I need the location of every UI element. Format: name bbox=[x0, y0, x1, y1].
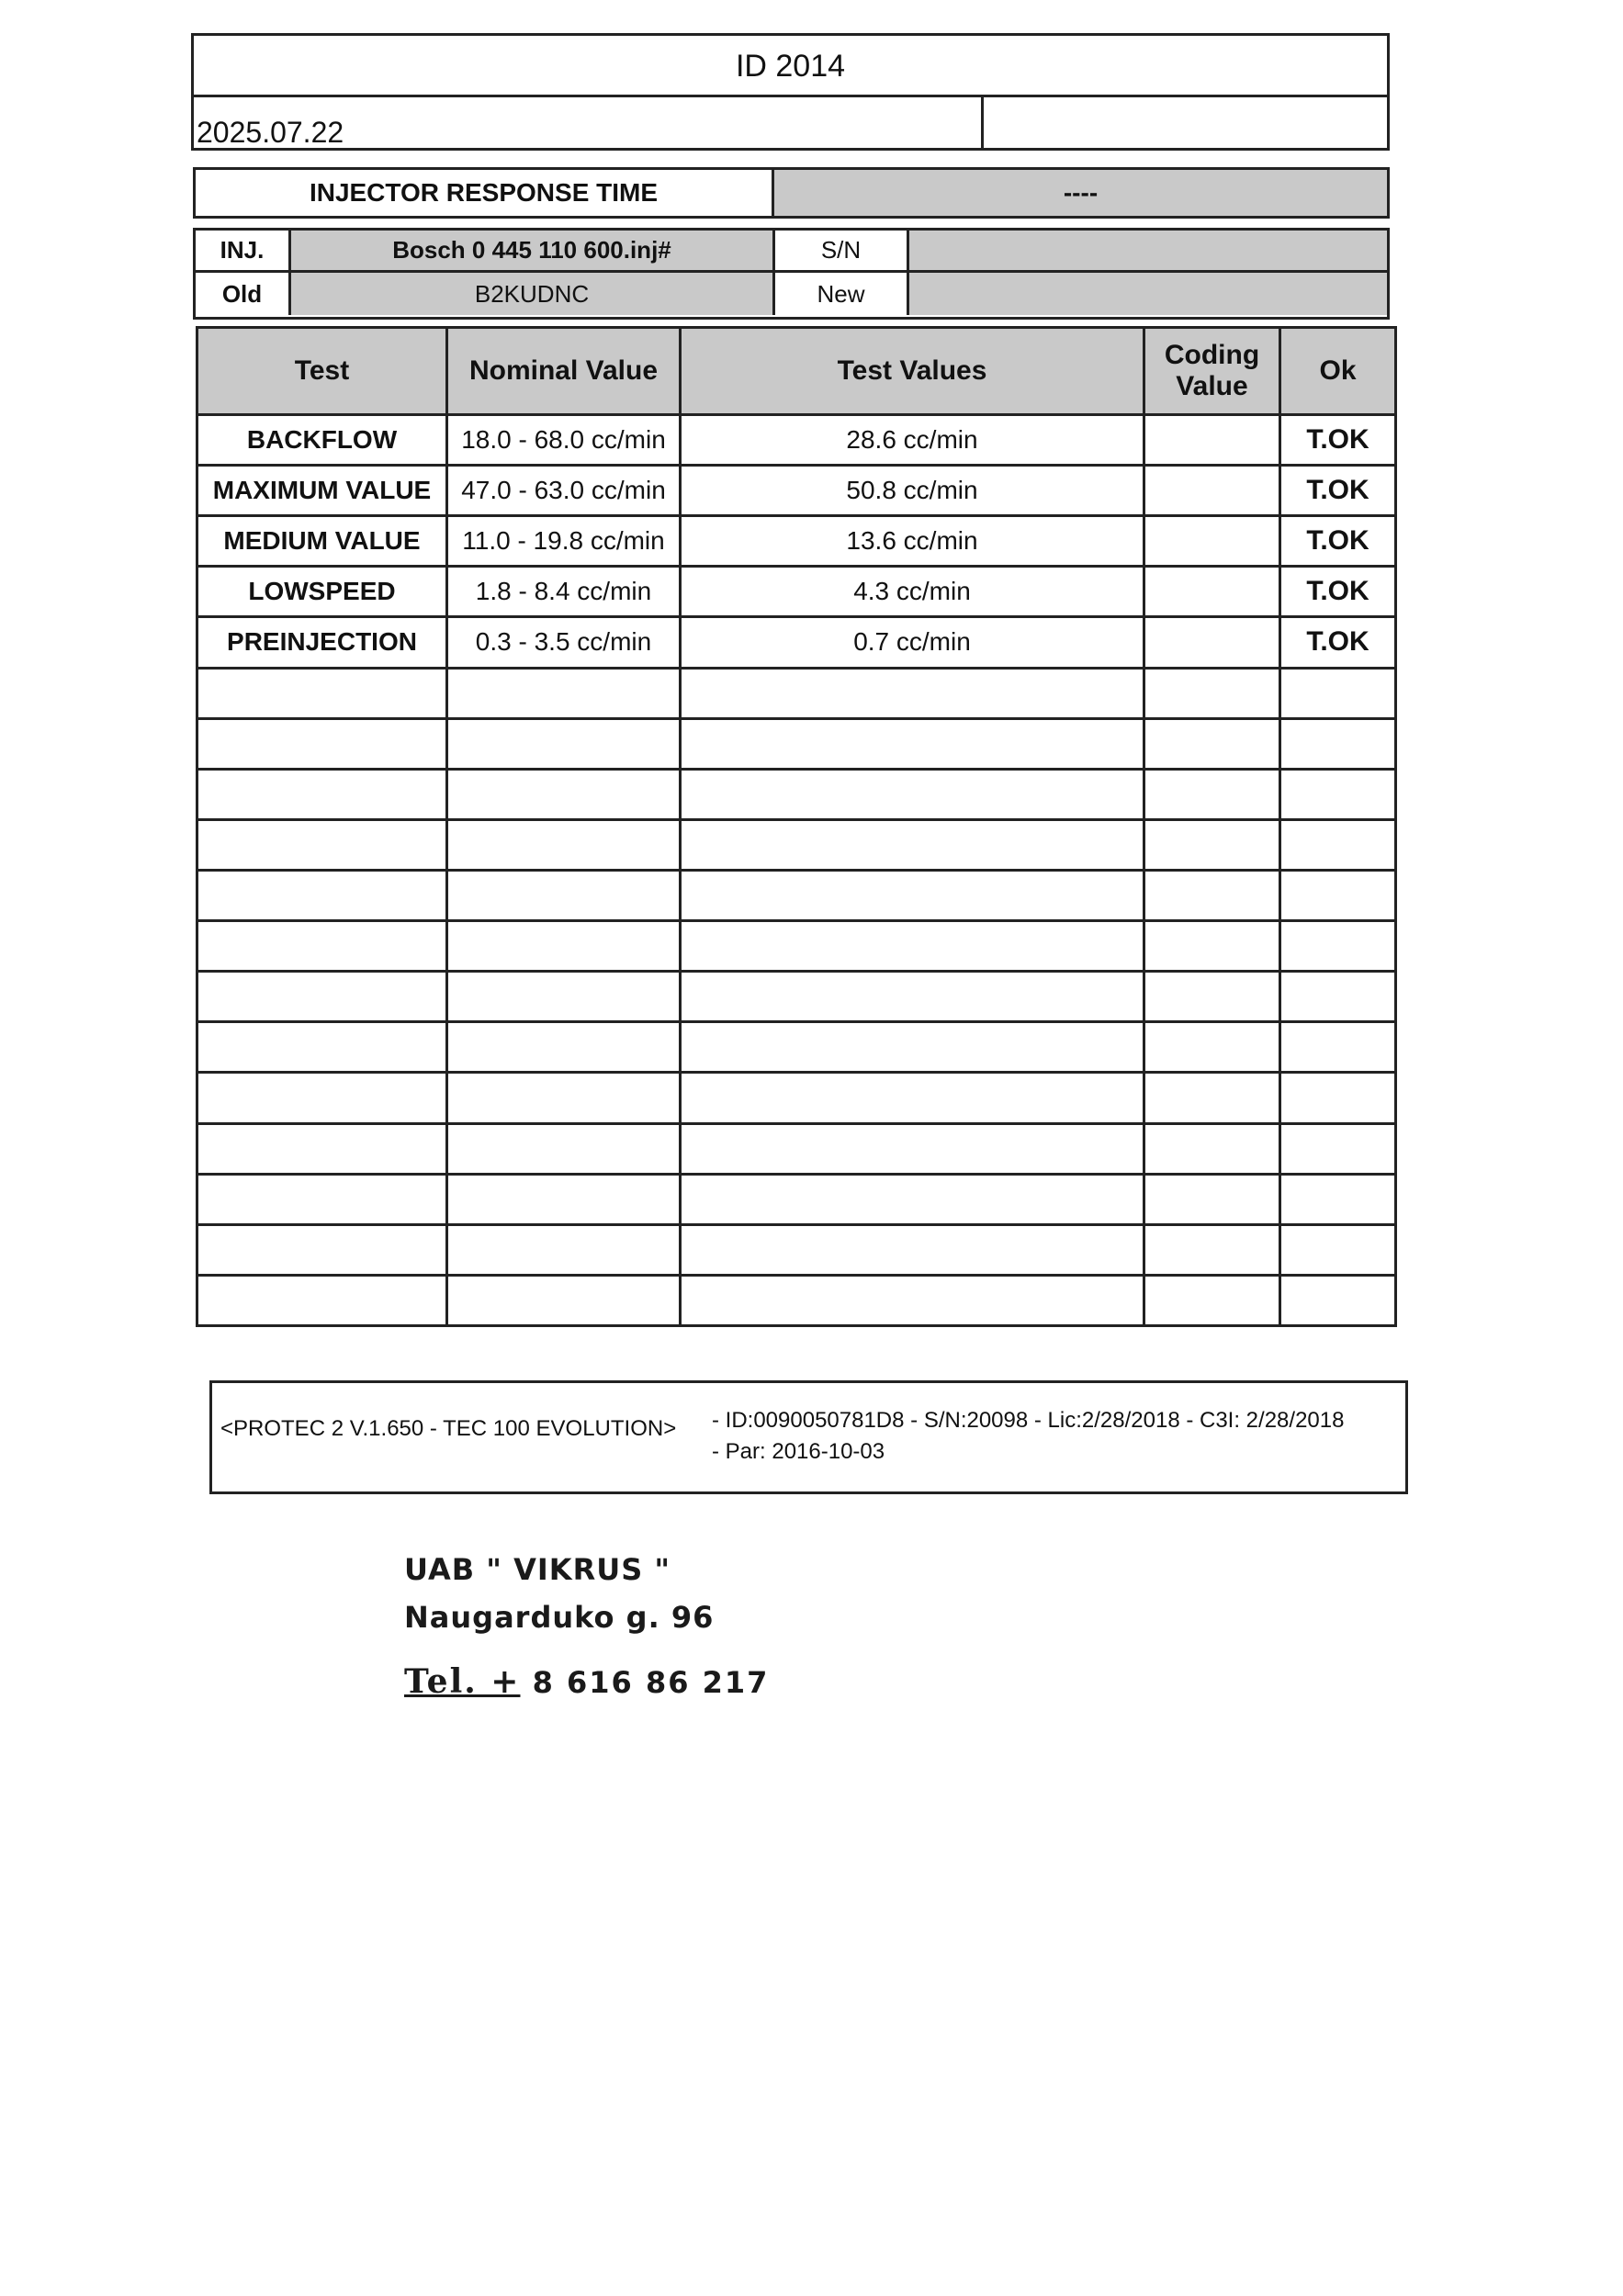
test-value: 28.6 cc/min bbox=[681, 415, 1144, 466]
empty-cell bbox=[197, 870, 447, 920]
test-name: MAXIMUM VALUE bbox=[197, 466, 447, 516]
empty-cell bbox=[1144, 1022, 1280, 1073]
empty-cell bbox=[681, 718, 1144, 769]
empty-cell bbox=[1144, 769, 1280, 819]
empty-cell bbox=[1280, 1073, 1396, 1123]
test-value: 50.8 cc/min bbox=[681, 466, 1144, 516]
company-stamp bbox=[404, 1552, 769, 1701]
empty-cell bbox=[197, 1224, 447, 1275]
coding-value bbox=[1144, 567, 1280, 617]
sn-label: S/N bbox=[775, 231, 909, 273]
column-header-ok: Ok bbox=[1280, 328, 1396, 415]
injector-info bbox=[193, 228, 1390, 320]
test-name: MEDIUM VALUE bbox=[197, 516, 447, 567]
injector-model: Bosch 0 445 110 600.inj# bbox=[291, 231, 775, 273]
new-label: New bbox=[775, 273, 909, 315]
empty-table-row bbox=[197, 1224, 1396, 1275]
tel-label: Tel. + bbox=[404, 1662, 521, 1701]
test-name: LOWSPEED bbox=[197, 567, 447, 617]
empty-cell bbox=[197, 668, 447, 718]
machine-details-line-1: - ID:0090050781D8 - S/N:20098 - Lic:2/28/2018 - C3I: 2/28/2018 bbox=[712, 1408, 1345, 1433]
table-row bbox=[197, 567, 1396, 617]
ok-status: T.OK bbox=[1280, 516, 1396, 567]
empty-cell bbox=[1280, 1224, 1396, 1275]
empty-table-row bbox=[197, 1123, 1396, 1174]
empty-cell bbox=[447, 1275, 681, 1325]
empty-cell bbox=[1144, 972, 1280, 1022]
report-date: 2025.07.22 bbox=[197, 116, 344, 149]
table-row bbox=[197, 466, 1396, 516]
empty-cell bbox=[1280, 1275, 1396, 1325]
machine-details-line-2: - Par: 2016-10-03 bbox=[712, 1439, 885, 1464]
nominal-value: 18.0 - 68.0 cc/min bbox=[447, 415, 681, 466]
empty-table-row bbox=[197, 718, 1396, 769]
coding-value bbox=[1144, 415, 1280, 466]
empty-cell bbox=[197, 1123, 447, 1174]
coding-value bbox=[1144, 516, 1280, 567]
empty-cell bbox=[681, 972, 1144, 1022]
empty-cell bbox=[681, 921, 1144, 972]
empty-cell bbox=[1144, 668, 1280, 718]
table-row bbox=[197, 617, 1396, 668]
ok-status: T.OK bbox=[1280, 567, 1396, 617]
empty-cell bbox=[197, 1174, 447, 1224]
test-value: 0.7 cc/min bbox=[681, 617, 1144, 668]
empty-cell bbox=[1144, 1073, 1280, 1123]
empty-cell bbox=[197, 1073, 447, 1123]
table-header-row bbox=[197, 328, 1396, 415]
machine-details bbox=[712, 1405, 1344, 1468]
empty-table-row bbox=[197, 1174, 1396, 1224]
old-code-value: B2KUDNC bbox=[291, 273, 775, 315]
empty-cell bbox=[681, 1073, 1144, 1123]
empty-table-row bbox=[197, 668, 1396, 718]
nominal-value: 0.3 - 3.5 cc/min bbox=[447, 617, 681, 668]
empty-cell bbox=[681, 668, 1144, 718]
empty-cell bbox=[447, 870, 681, 920]
empty-cell bbox=[1280, 718, 1396, 769]
empty-cell bbox=[1144, 870, 1280, 920]
empty-table-row bbox=[197, 1073, 1396, 1123]
empty-cell bbox=[1144, 921, 1280, 972]
phone-number: 8 616 86 217 bbox=[532, 1665, 770, 1700]
empty-table-row bbox=[197, 870, 1396, 920]
empty-cell bbox=[681, 819, 1144, 870]
test-value: 4.3 cc/min bbox=[681, 567, 1144, 617]
sn-value bbox=[909, 231, 1387, 273]
empty-cell bbox=[447, 921, 681, 972]
empty-cell bbox=[1280, 769, 1396, 819]
empty-cell bbox=[447, 1073, 681, 1123]
empty-cell bbox=[197, 718, 447, 769]
coding-value bbox=[1144, 466, 1280, 516]
empty-cell bbox=[681, 1022, 1144, 1073]
empty-cell bbox=[197, 769, 447, 819]
empty-table-row bbox=[197, 819, 1396, 870]
empty-cell bbox=[1280, 1174, 1396, 1224]
empty-cell bbox=[447, 769, 681, 819]
column-header-nominal: Nominal Value bbox=[447, 328, 681, 415]
coding-value bbox=[1144, 617, 1280, 668]
column-header-coding: Coding Value bbox=[1144, 328, 1280, 415]
empty-cell bbox=[447, 718, 681, 769]
table-row bbox=[197, 415, 1396, 466]
empty-cell bbox=[1280, 972, 1396, 1022]
empty-cell bbox=[197, 921, 447, 972]
empty-cell bbox=[1144, 718, 1280, 769]
empty-cell bbox=[681, 1224, 1144, 1275]
ok-status: T.OK bbox=[1280, 617, 1396, 668]
empty-table-row bbox=[197, 1275, 1396, 1325]
empty-cell bbox=[681, 1174, 1144, 1224]
response-time-label: INJECTOR RESPONSE TIME bbox=[309, 178, 659, 207]
empty-cell bbox=[681, 870, 1144, 920]
report-id-title: ID 2014 bbox=[735, 48, 846, 84]
test-value: 13.6 cc/min bbox=[681, 516, 1144, 567]
empty-cell bbox=[197, 1275, 447, 1325]
empty-table-row bbox=[197, 921, 1396, 972]
old-label: Old bbox=[196, 273, 291, 315]
empty-cell bbox=[1144, 1275, 1280, 1325]
empty-cell bbox=[1280, 1123, 1396, 1174]
new-code-value bbox=[909, 273, 1387, 315]
empty-table-row bbox=[197, 769, 1396, 819]
test-name: PREINJECTION bbox=[197, 617, 447, 668]
empty-cell bbox=[1280, 819, 1396, 870]
machine-product: <PROTEC 2 V.1.650 - TEC 100 EVOLUTION> bbox=[220, 1416, 677, 1441]
empty-table-row bbox=[197, 1022, 1396, 1073]
empty-cell bbox=[447, 819, 681, 870]
ok-status: T.OK bbox=[1280, 415, 1396, 466]
empty-cell bbox=[1144, 1123, 1280, 1174]
empty-cell bbox=[1144, 1224, 1280, 1275]
header-vertical-divider bbox=[981, 95, 984, 151]
empty-cell bbox=[197, 972, 447, 1022]
empty-table-row bbox=[197, 972, 1396, 1022]
nominal-value: 11.0 - 19.8 cc/min bbox=[447, 516, 681, 567]
empty-cell bbox=[447, 1174, 681, 1224]
empty-cell bbox=[447, 668, 681, 718]
test-name: BACKFLOW bbox=[197, 415, 447, 466]
inj-label: INJ. bbox=[196, 231, 291, 273]
empty-cell bbox=[1280, 668, 1396, 718]
test-results-table bbox=[196, 326, 1397, 1327]
header-divider bbox=[191, 95, 1390, 97]
empty-cell bbox=[1280, 870, 1396, 920]
empty-cell bbox=[447, 1022, 681, 1073]
empty-cell bbox=[447, 1123, 681, 1174]
nominal-value: 1.8 - 8.4 cc/min bbox=[447, 567, 681, 617]
table-row bbox=[197, 516, 1396, 567]
company-phone-line bbox=[404, 1662, 769, 1701]
empty-cell bbox=[681, 1275, 1144, 1325]
empty-cell bbox=[1144, 819, 1280, 870]
response-time-value: ---- bbox=[772, 170, 1387, 216]
empty-cell bbox=[681, 769, 1144, 819]
column-header-test-values: Test Values bbox=[681, 328, 1144, 415]
empty-cell bbox=[1144, 1174, 1280, 1224]
empty-cell bbox=[1280, 1022, 1396, 1073]
empty-cell bbox=[197, 819, 447, 870]
company-address: Naugarduko g. 96 bbox=[404, 1600, 715, 1635]
company-name: UAB " VIKRUS " bbox=[404, 1552, 671, 1587]
column-header-test: Test bbox=[197, 328, 447, 415]
empty-cell bbox=[447, 972, 681, 1022]
nominal-value: 47.0 - 63.0 cc/min bbox=[447, 466, 681, 516]
empty-cell bbox=[1280, 921, 1396, 972]
empty-cell bbox=[197, 1022, 447, 1073]
empty-cell bbox=[681, 1123, 1144, 1174]
empty-cell bbox=[447, 1224, 681, 1275]
ok-status: T.OK bbox=[1280, 466, 1396, 516]
